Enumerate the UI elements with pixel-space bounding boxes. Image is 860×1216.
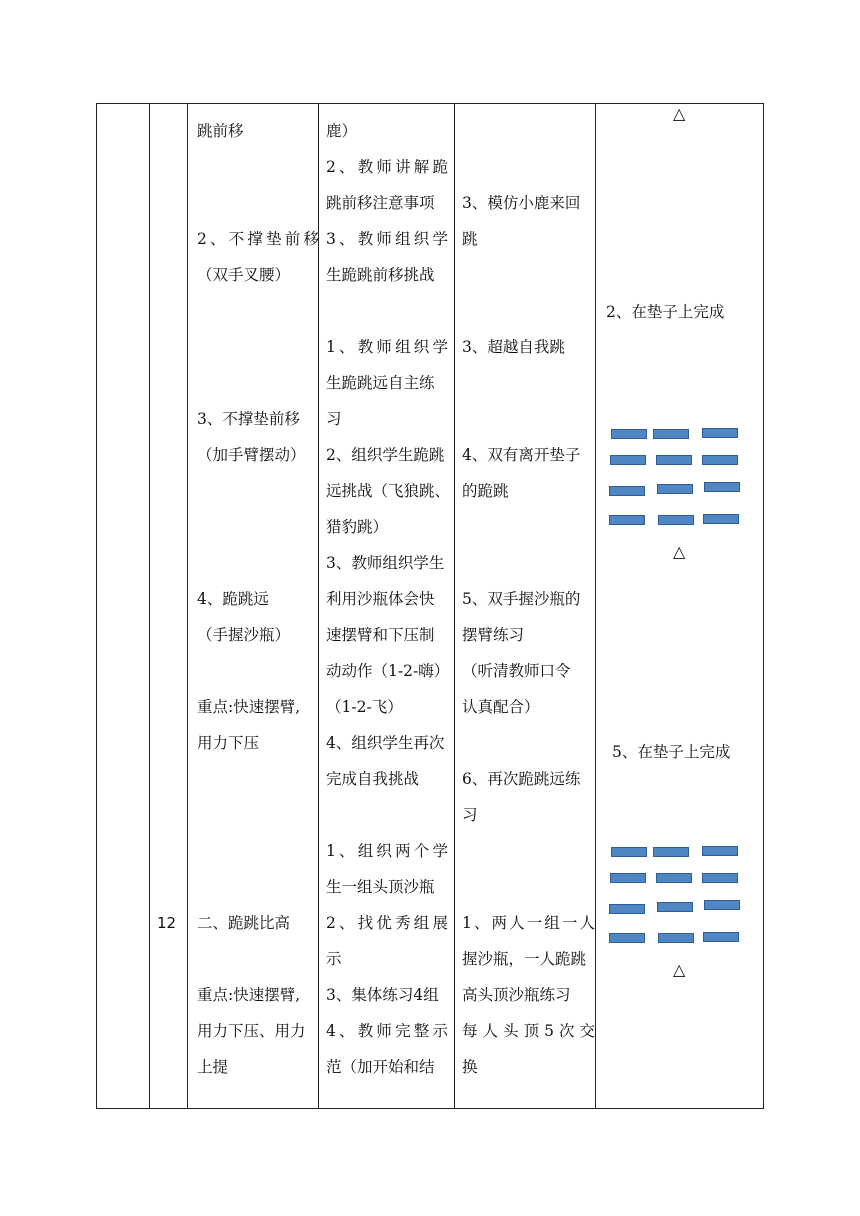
mat — [610, 873, 646, 883]
teacher-line: 2、教师讲解跪 — [326, 158, 448, 176]
student-line: 6、再次跪跳远练 — [462, 770, 581, 788]
mat — [658, 933, 694, 943]
content-line: 重点:快速摆臂, — [197, 986, 301, 1004]
student-line: 摆臂练习 — [462, 626, 525, 644]
student-line: （听清教师口令 — [462, 662, 571, 680]
teacher-line: （1-2-飞） — [326, 698, 403, 716]
mat — [702, 428, 738, 438]
mat — [704, 482, 740, 492]
teacher-line: 生跪跳远自主练 — [326, 374, 435, 392]
teacher-position-marker: △ — [673, 542, 686, 561]
teacher-line: 动动作（1-2-嗨） — [326, 662, 450, 680]
teacher-line: 猎豹跳） — [326, 518, 389, 536]
mat — [702, 846, 738, 856]
mat — [609, 486, 645, 496]
mat — [609, 933, 645, 943]
teacher-line: 远挑战（飞狼跳、 — [326, 482, 451, 500]
row-number: 12 — [157, 914, 177, 932]
student-line: 握沙瓶，一人跪跳 — [462, 950, 587, 968]
mat — [704, 900, 740, 910]
column-divider — [318, 104, 319, 1108]
content-line: 4、跪跳远 — [197, 590, 269, 608]
column-divider — [187, 104, 188, 1108]
mat — [658, 515, 694, 525]
teacher-line: 完成自我挑战 — [326, 770, 420, 788]
mat — [610, 455, 646, 465]
teacher-line: 利用沙瓶体会快 — [326, 590, 435, 608]
student-line: 4、双有离开垫子 — [462, 446, 581, 464]
content-line: （手握沙瓶） — [197, 626, 291, 644]
mat — [611, 847, 647, 857]
column-divider — [595, 104, 596, 1108]
teacher-position-marker: △ — [673, 960, 686, 979]
mat — [609, 904, 645, 914]
student-line: 习 — [462, 806, 478, 824]
teacher-line: 4、教师完整示 — [326, 1022, 448, 1040]
teacher-line: 生跪跳前移挑战 — [326, 266, 435, 284]
student-line: 1、两人一组一人 — [462, 914, 595, 932]
student-line: 的跪跳 — [462, 482, 509, 500]
mat — [703, 932, 739, 942]
teacher-line: 鹿） — [326, 122, 358, 140]
teacher-line: 范（加开始和结 — [326, 1058, 435, 1076]
organization-note: 5、在垫子上完成 — [612, 743, 731, 761]
content-line: 用力下压 — [197, 734, 260, 752]
content-line: 跳前移 — [197, 122, 244, 140]
teacher-line: 示 — [326, 950, 342, 968]
student-line: 换 — [462, 1058, 478, 1076]
content-line: （加手臂摆动） — [197, 446, 306, 464]
content-line: 重点:快速摆臂, — [197, 698, 301, 716]
mat — [702, 873, 738, 883]
mat — [611, 429, 647, 439]
student-line: 认真配合） — [462, 698, 540, 716]
student-line: 5、双手握沙瓶的 — [462, 590, 581, 608]
student-line: 高头顶沙瓶练习 — [462, 986, 571, 1004]
column-divider — [454, 104, 455, 1108]
mat — [656, 873, 692, 883]
teacher-line: 1、教师组织学 — [326, 338, 448, 356]
content-line: （双手叉腰） — [197, 266, 291, 284]
content-line: 2、不撑垫前移 — [197, 230, 319, 248]
teacher-line: 3、教师组织学 — [326, 230, 448, 248]
teacher-line: 跳前移注意事项 — [326, 194, 435, 212]
mat — [656, 455, 692, 465]
teacher-line: 1、组织两个学 — [326, 842, 448, 860]
column-divider — [149, 104, 150, 1108]
mat — [703, 514, 739, 524]
content-line: 3、不撑垫前移 — [197, 410, 300, 428]
student-line: 3、超越自我跳 — [462, 338, 565, 356]
content-line: 二、跪跳比高 — [197, 914, 291, 932]
student-line: 跳 — [462, 230, 478, 248]
teacher-line: 生一组头顶沙瓶 — [326, 878, 435, 896]
mat — [657, 484, 693, 494]
teacher-line: 3、教师组织学生 — [326, 554, 445, 572]
teacher-position-marker: △ — [673, 104, 686, 123]
teacher-line: 3、集体练习4组 — [326, 986, 439, 1004]
teacher-line: 4、组织学生再次 — [326, 734, 445, 752]
mat — [609, 515, 645, 525]
student-line: 每人头顶5次交 — [462, 1022, 595, 1040]
mat — [702, 455, 738, 465]
mat — [657, 902, 693, 912]
teacher-line: 习 — [326, 410, 342, 428]
teacher-line: 2、组织学生跪跳 — [326, 446, 445, 464]
content-line: 上提 — [197, 1058, 229, 1076]
organization-note: 2、在垫子上完成 — [606, 303, 725, 321]
teacher-line: 速摆臂和下压制 — [326, 626, 435, 644]
mat — [653, 429, 689, 439]
teacher-line: 2、找优秀组展 — [326, 914, 448, 932]
student-line: 3、模仿小鹿来回 — [462, 194, 581, 212]
content-line: 用力下压、用力 — [197, 1022, 306, 1040]
mat — [653, 847, 689, 857]
